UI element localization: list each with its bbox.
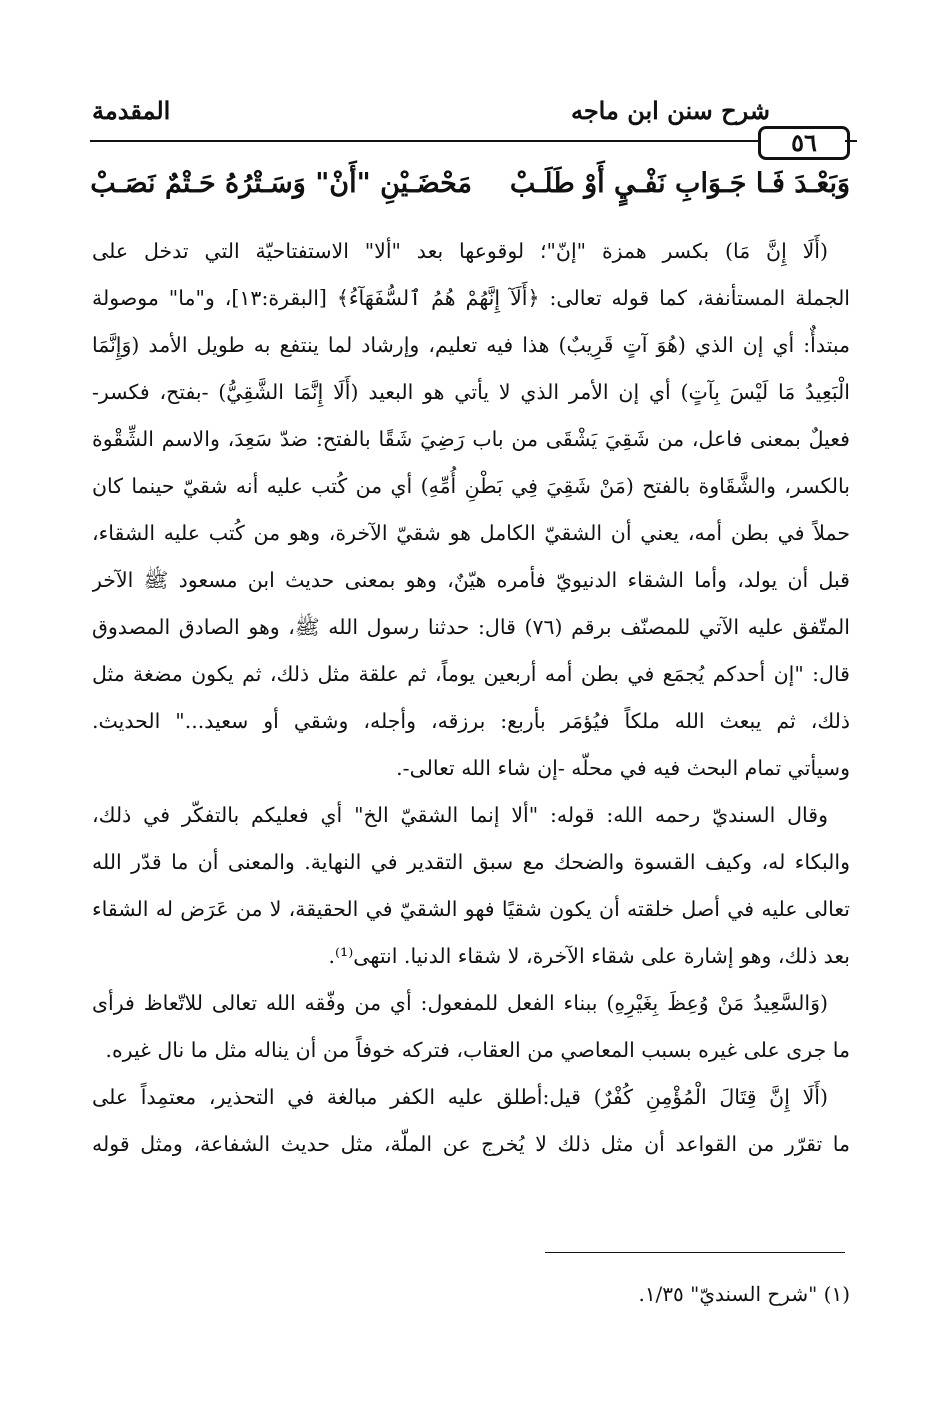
text-line: قال: "إن أحدكم يُجمَع في بطن أمه أربعين يوماً، ثم علقة مثل ذلك، ثم يكون مضغة مثل xyxy=(92,662,850,686)
text-line: المتّفق عليه الآتي للمصنّف برقم (٧٦) قال: حدثنا رسول الله ﷺ، وهو الصادق المصدوق xyxy=(92,615,850,639)
text-line: وسيأتي تمام البحث فيه في محلّه -إن شاء الله تعالى-. xyxy=(396,756,850,780)
text-line: ما تقرّر من القواعد أن مثل ذلك لا يُخرج عن الملّة، مثل حديث الشفاعة، ومثل قوله xyxy=(92,1132,850,1156)
text-line: (وَالسَّعِيدُ مَنْ وُعِظَ بِغَيْرِهِ) ببناء الفعل للمفعول: أي من وفّقه الله تعالى للاتّعاظ فرأى xyxy=(92,991,828,1015)
text-line: حملاً في بطن أمه، يعني أن الشقيّ الكامل هو شقيّ الآخرة، وهو من كُتب عليه الشقاء، xyxy=(92,521,850,545)
text-line: (أَلَا إِنَّ قِتَالَ الْمُؤْمِنِ كُفْرٌ) قيل:أطلق عليه الكفر مبالغة في التحذير، معتمِداً على xyxy=(92,1085,828,1109)
text-line: فعيلٌ بمعنى فاعل، من شَقِيَ يَشْقَى من باب رَضِيَ شَقًا بالفتح: ضدّ سَعِدَ، والاسم الشِّقْوة xyxy=(92,427,850,451)
section-label: المقدمة xyxy=(92,96,171,125)
text-line: ذلك، ثم يبعث الله ملكاً فيُؤمَر بأربع: برزقه، وأجله، وشقي أو سعيد..." الحديث. xyxy=(92,709,850,733)
page-number: ٥٦ xyxy=(758,126,850,160)
verse-left-hemistich: مَحْضَـيْنِ "أَنْ" وَسَـتْرُهُ حَـتْمٌ نَصَـبْ xyxy=(90,168,472,199)
text-line: وقال السنديّ رحمه الله: قوله: "ألا إنما الشقيّ الخ" أي فعليكم بالتفكّر في ذلك، xyxy=(92,803,828,827)
footnote-rule xyxy=(545,1252,845,1253)
text-line: بعد ذلك، وهو إشارة على شقاء الآخرة، لا شقاء الدنيا. انتهى⁽¹⁾. xyxy=(328,944,850,968)
text-line: (أَلَا إِنَّ مَا) بكسر همزة "إنّ"؛ لوقوعها بعد "ألا" الاستفتاحيّة التي تدخل على xyxy=(92,239,828,263)
text-line: ما جرى على غيره بسبب المعاصي من العقاب، فتركه خوفاً من أن يناله مثل ما نال غيره. xyxy=(105,1038,850,1062)
text-line: الجملة المستأنفة، كما قوله تعالى: ﴿أَلَآ إِنَّهُمْ هُمُ ٱلسُّفَهَآءُ﴾ [البقرة:١٣]، و"ما" موصولة xyxy=(92,286,850,310)
text-line: قبل أن يولد، وأما الشقاء الدنيويّ فأمره هيّنٌ، وهو بمعنى حديث ابن مسعود ﷺ الآخر xyxy=(92,568,850,592)
text-line: بالكسر، والشَّقَاوة بالفتح (مَنْ شَقِيَ فِي بَطْنِ أُمِّهِ) أي من كُتب عليه أنه شقيّ حينما كان xyxy=(92,474,850,498)
header-rule xyxy=(90,140,760,142)
book-title: شرح سنن ابن ماجه xyxy=(570,96,770,125)
verse-right-hemistich: وَبَعْـدَ فَـا جَـوَابِ نَفْـيٍ أَوْ طَلَـبْ xyxy=(509,168,850,199)
footnote: (١) "شرح السنديّ" ١/٣٥. xyxy=(638,1282,850,1306)
text-line: تعالى عليه في أصل خلقته أن يكون شقيًا فهو الشقيّ في الحقيقة، لا من عَرَض له الشقاء xyxy=(92,897,850,921)
text-line: مبتدأٌ: أي إن الذي (هُوَ آتٍ قَرِيبٌ) هذا فيه تعليم، وإرشاد لما ينتفع به طويل الأمد (وَإِنَّمَا xyxy=(92,333,850,357)
text-line: الْبَعِيدُ مَا لَيْسَ بِآتٍ) أي إن الأمر الذي لا يأتي هو البعيد (أَلَا إِنَّمَا الشَّقِيُّ) -بفتح، فكسر- xyxy=(92,380,850,404)
body-text xyxy=(92,228,850,1168)
text-line: والبكاء له، وكيف القسوة والضحك مع سبق التقدير في النهاية. والمعنى أن ما قدّر الله xyxy=(92,850,850,874)
